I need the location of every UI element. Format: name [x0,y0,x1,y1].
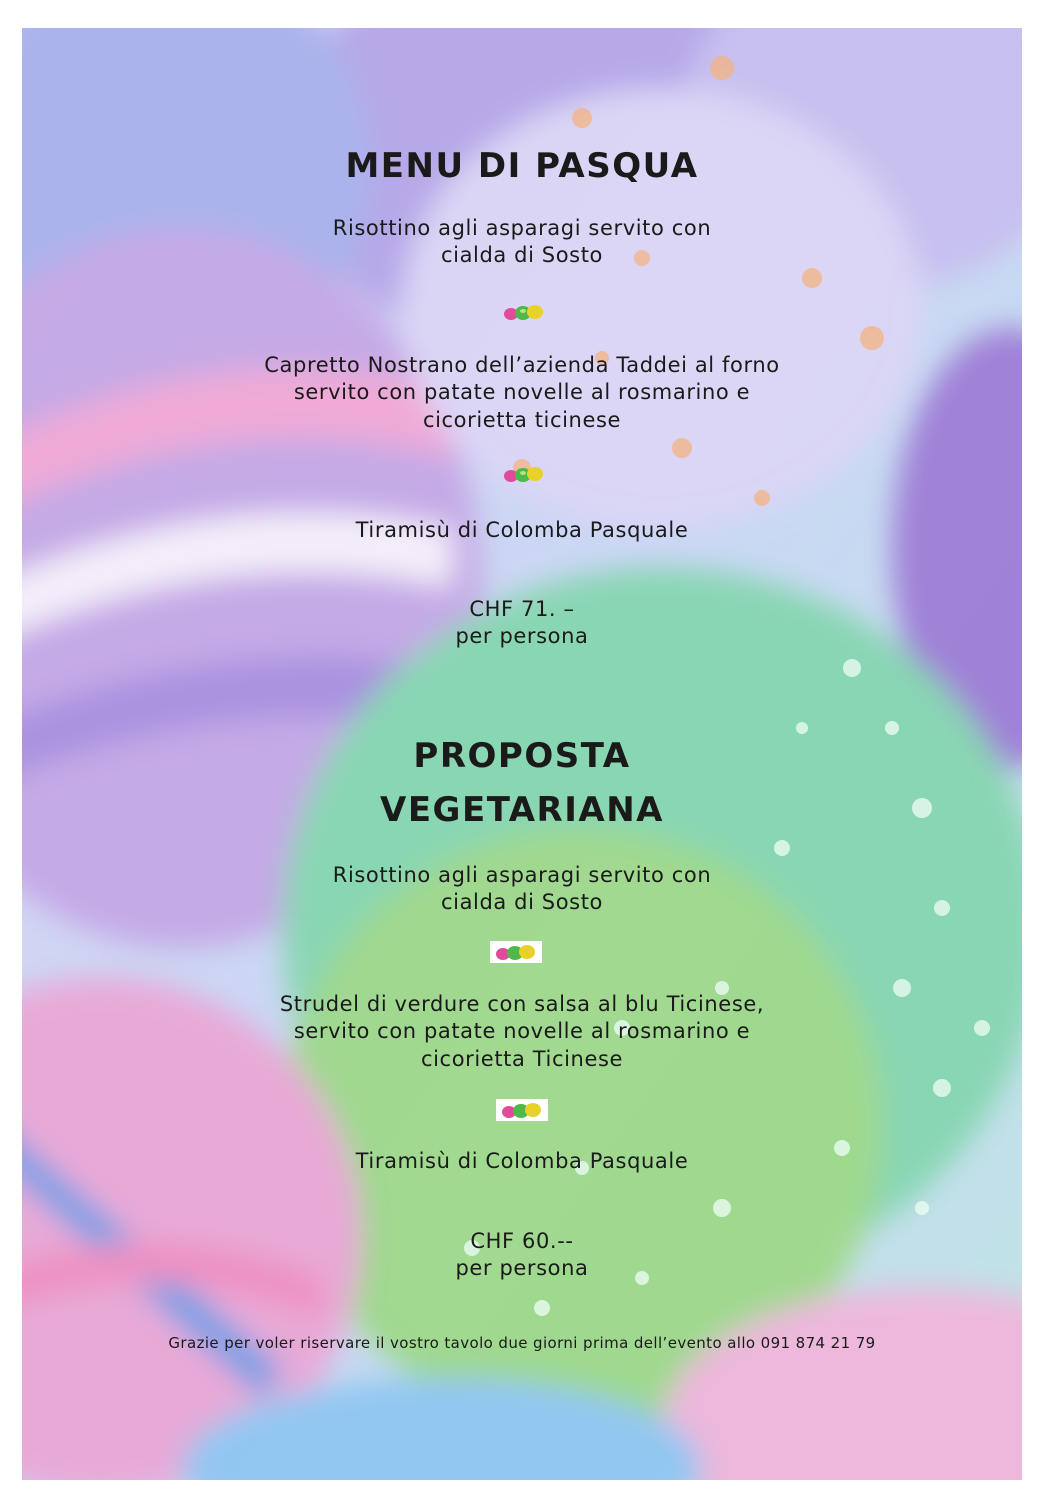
reservation-note: Grazie per voler riservare il vostro tavolo due giorni prima dell’evento allo 091 874 21 79 [168,1334,876,1352]
easter-eggs-icon [502,303,546,321]
easter-eggs-icon [502,465,546,483]
per-person: per persona [455,624,589,648]
veg-course2-line2: servito con patate novelle al rosmarino e [293,1019,751,1043]
easter-eggs-icon [496,1099,548,1121]
course2-line2: servito con patate novelle al rosmarino e [293,380,751,404]
course1-line2: cialda di Sosto [441,243,603,267]
veg-course2-line3: cicorietta Ticinese [420,1047,624,1071]
menu-page [22,28,1022,1480]
veg-dessert: Tiramisù di Colomba Pasquale [355,1149,689,1173]
veg-course2-line1: Strudel di verdure con salsa al blu Ticinese, [279,992,765,1016]
menu-title: MENU DI PASQUA [345,146,699,186]
vegetarian-title-line1: PROPOSTA [413,736,631,776]
dessert: Tiramisù di Colomba Pasquale [355,518,689,542]
vegetarian-title-line2: VEGETARIANA [380,790,664,830]
easter-eggs-icon [490,941,542,963]
veg-course1-line1: Risottino agli asparagi servito con [332,863,712,887]
course2-line3: cicorietta ticinese [422,408,622,432]
course1-line1: Risottino agli asparagi servito con [332,216,712,240]
price: CHF 71. – [469,597,575,621]
veg-price: CHF 60.-- [470,1229,574,1253]
course2-line1: Capretto Nostrano dell’azienda Taddei al forno [264,353,780,377]
veg-course1-line2: cialda di Sosto [441,890,603,914]
veg-per-person: per persona [455,1256,589,1280]
